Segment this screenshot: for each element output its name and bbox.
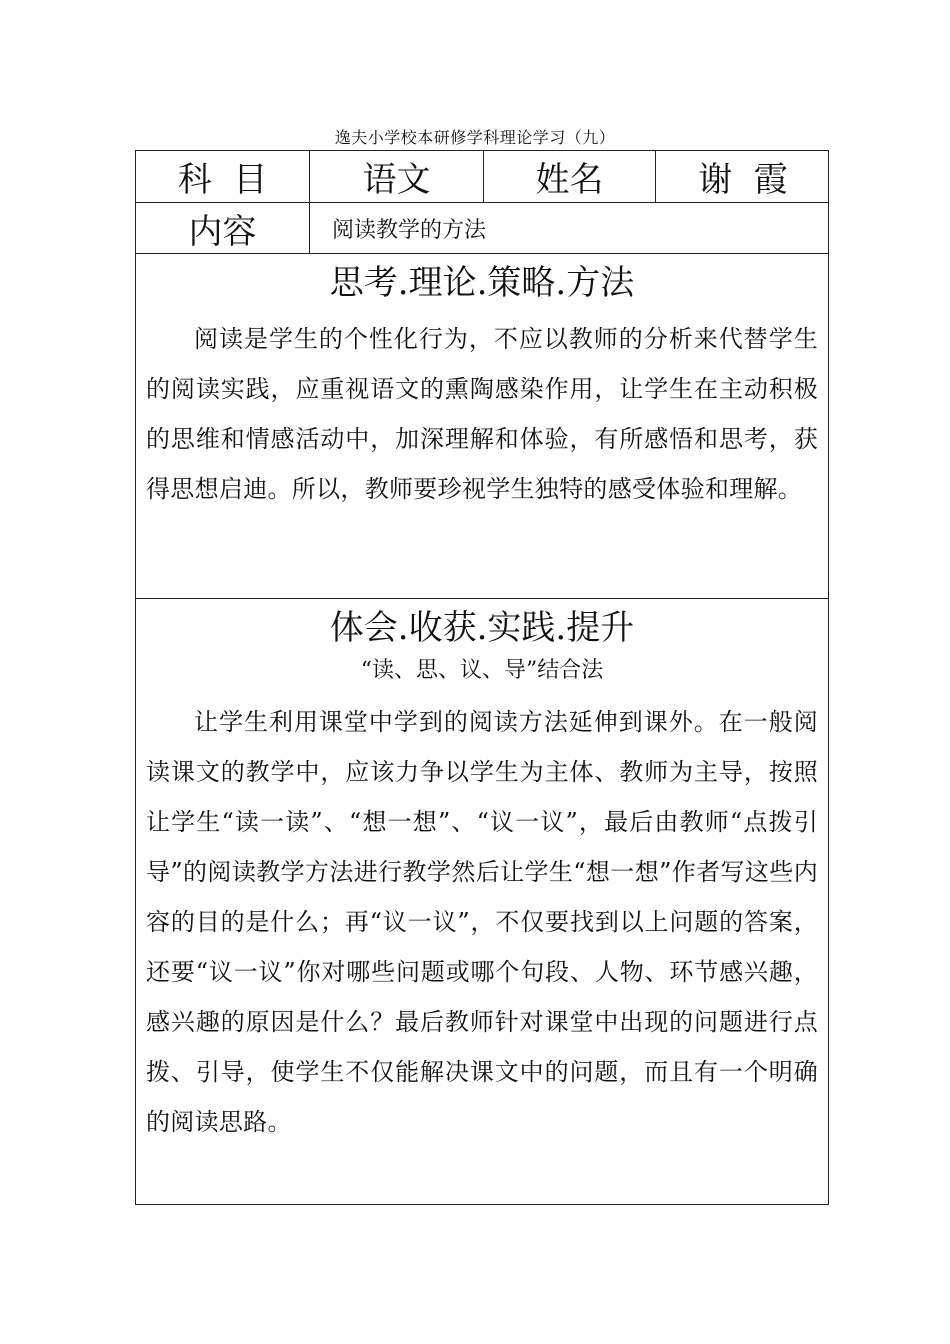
document-title: 逸夫小学校本研修学科理论学习（九）	[334, 128, 616, 147]
theory-heading: 思考.理论.策略.方法	[329, 263, 635, 303]
record-table	[135, 150, 829, 1205]
name-value: 谢 霞	[698, 160, 788, 200]
practice-subheading: “读、思、议、导”结合法	[360, 658, 604, 683]
theory-paragraph: 阅读是学生的个性化行为，不应以教师的分析来代替学生的阅读实践，应重视语文的熏陶感染作用，让学生在主动积极的思维和情感活动中，加深理解和体验，有所感悟和思考，获得思想启迪。所以，教师要珍视学生独特的感受体验和理解。	[146, 325, 818, 503]
content-value: 阅读教学的方法	[332, 217, 487, 243]
practice-section	[136, 599, 828, 1206]
content-row	[136, 203, 828, 254]
content-label: 内容	[136, 203, 310, 253]
name-label: 姓名	[484, 151, 656, 202]
subject-value: 语文	[310, 151, 484, 202]
practice-paragraph: 让学生利用课堂中学到的阅读方法延伸到课外。在一般阅读课文的教学中，应该力争以学生为主体、教师为主导，按照让学生“读一读”、“想一想”、“议一议”，最后由教师“点拨引导”的阅读教学方法进行教学然后让学生“想一想”作者写这些内容的目的是什么；再“议一议”，不仅要找到以上问题的答案，还要“议一议”你对哪些问题或哪个句段、人物、环节感兴趣，感兴趣的原因是什么？最后教师针对课堂中出现的问题进行点拨、引导，使学生不仅能解决课文中的问题，而且有一个明确的阅读思路。	[146, 708, 818, 1136]
practice-heading: 体会.收获.实践.提升	[329, 608, 635, 648]
header-row	[136, 151, 828, 203]
subject-label: 科 目	[136, 151, 310, 202]
theory-section	[136, 254, 828, 599]
